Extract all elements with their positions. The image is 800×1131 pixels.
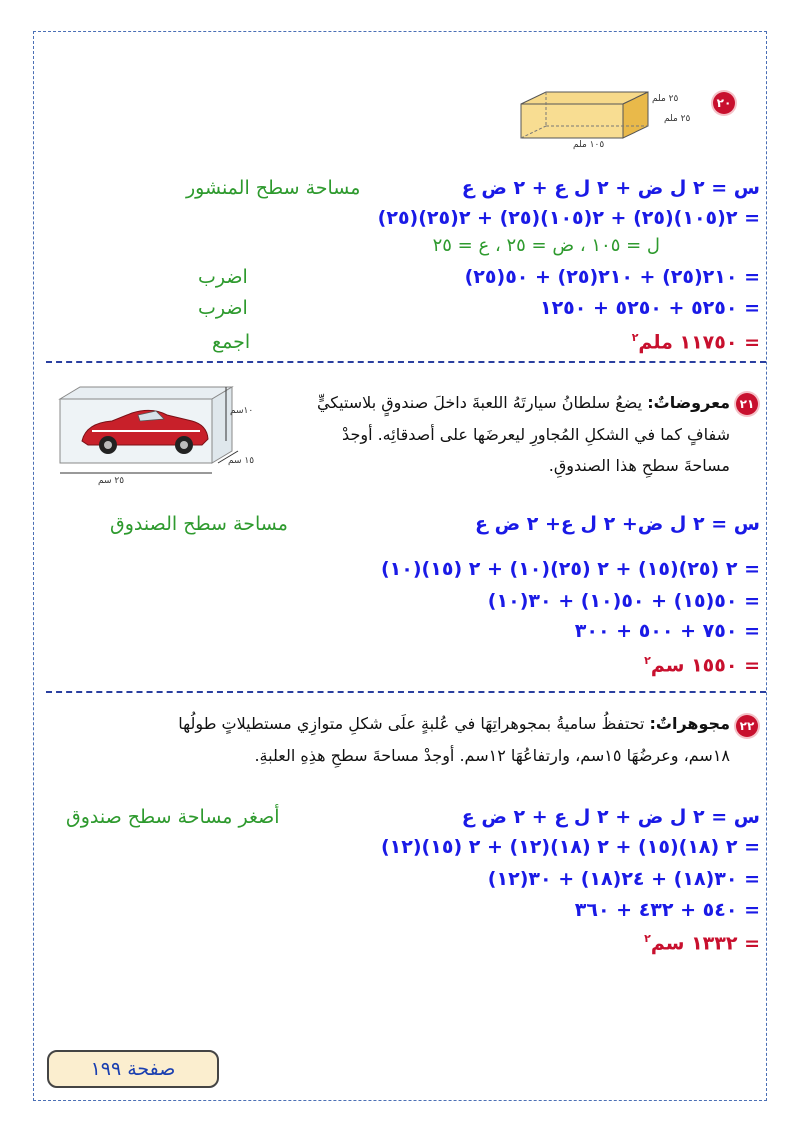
formula-22-note: أصغر مساحة سطح صندوق <box>66 806 280 828</box>
problem-20-badge: ٢٠ <box>713 92 735 114</box>
p20-step-1: = ٢(١٠٥)(٢٥) + ٢(١٠٥)(٢٥) + ٢(٢٥)(٢٥) <box>377 207 760 229</box>
separator-2 <box>46 691 766 693</box>
formula-20: س = ٢ ل ض + ٢ ل ع + ٢ ض ع <box>461 177 760 199</box>
car-box-image <box>52 381 262 486</box>
p22-text-line-2: ١٨سم، وعرضُهَا ١٥سم، وارتفاعُهَا ١٢سم. أوجدْ مساحةَ سطحِ هذِهِ العلبةِ. <box>254 746 730 765</box>
prism-height-label: ٢٥ ملم <box>652 94 679 104</box>
p21-text-line-3: مساحةَ سطحِ هذا الصندوقِ. <box>548 456 730 475</box>
box-length-label: ٢٥ سم <box>98 476 125 486</box>
p21-text-line-2: شفافٍ كما في الشكلِ المُجاورِ ليعرضَها على أصدقائِه. أوجدْ <box>342 425 730 444</box>
prism-width-label: ٢٥ ملم <box>664 114 691 124</box>
p20-step-3-note: اضرب <box>198 297 248 319</box>
p22-step-2: = ٣٠(١٨) + ٢٤(١٨) + ٣٠(١٢) <box>487 868 760 890</box>
formula-21-note: مساحة سطح الصندوق <box>110 513 288 535</box>
p21-step-3: = ٧٥٠ + ٥٠٠ + ٣٠٠ <box>574 620 760 642</box>
p21-result: = ١٥٥٠ سم$^٢$ <box>644 654 760 677</box>
prism-length-label: ١٠٥ ملم <box>573 140 605 150</box>
formula-22: س = ٢ ل ض + ٢ ل ع + ٢ ض ع <box>461 806 760 828</box>
box-width-label: ١٥ سم <box>228 456 255 466</box>
page-number-tag: صفحة ١٩٩ <box>47 1050 219 1088</box>
p22-step-1: = ٢ (١٨)(١٥) + ٢ (١٨)(١٢) + ٢ (١٥)(١٢) <box>380 836 760 858</box>
p20-step-2-note: اضرب <box>198 266 248 288</box>
p20-step-3: = ٥٢٥٠ + ٥٢٥٠ + ١٢٥٠ <box>539 297 760 319</box>
p21-step-1: = ٢ (٢٥)(١٥) + ٢ (٢٥)(١٠) + ٢ (١٥)(١٠) <box>380 558 760 580</box>
formula-20-note: مساحة سطح المنشور <box>186 177 361 199</box>
p22-title: مجوهراتٌ: <box>649 714 730 733</box>
p20-result-note: اجمع <box>212 331 251 353</box>
p22-text-line-1: مجوهراتٌ: تحتفظُ ساميةُ بمجوهراتِهَا في عُلبةٍ علَى شكلِ متوازِي مستطيلاتٍ طولُها <box>178 714 730 733</box>
problem-22-badge: ٢٢ <box>736 715 758 737</box>
problem-21-badge: ٢١ <box>736 393 758 415</box>
p21-text-line-1: معروضاتٌ: يضعُ سلطانُ سيارتَهُ اللعبةَ داخلَ صندوقٍ بلاستيكيٍّ <box>316 393 730 412</box>
p20-result: = ١١٧٥٠ ملم$^٢$ <box>631 331 760 354</box>
formula-21: س = ٢ ل ض+ ٢ ل ع+ ٢ ض ع <box>474 513 760 535</box>
p20-values: ل = ١٠٥ ، ض = ٢٥ ، ع = ٢٥ <box>432 235 660 256</box>
p21-step-2: = ٥٠(١٥) + ٥٠(١٠) + ٣٠(١٠) <box>487 590 760 612</box>
p22-result: = ١٣٣٢ سم$^٢$ <box>644 932 760 955</box>
p22-step-3: = ٥٤٠ + ٤٣٢ + ٣٦٠ <box>574 899 760 921</box>
box-height-label: ١٠سم <box>230 406 254 416</box>
p21-title: معروضاتٌ: <box>647 393 730 412</box>
separator-1 <box>46 361 766 363</box>
p20-step-2: = ٢١٠(٢٥) + ٢١٠(٢٥) + ٥٠(٢٥) <box>464 266 760 288</box>
